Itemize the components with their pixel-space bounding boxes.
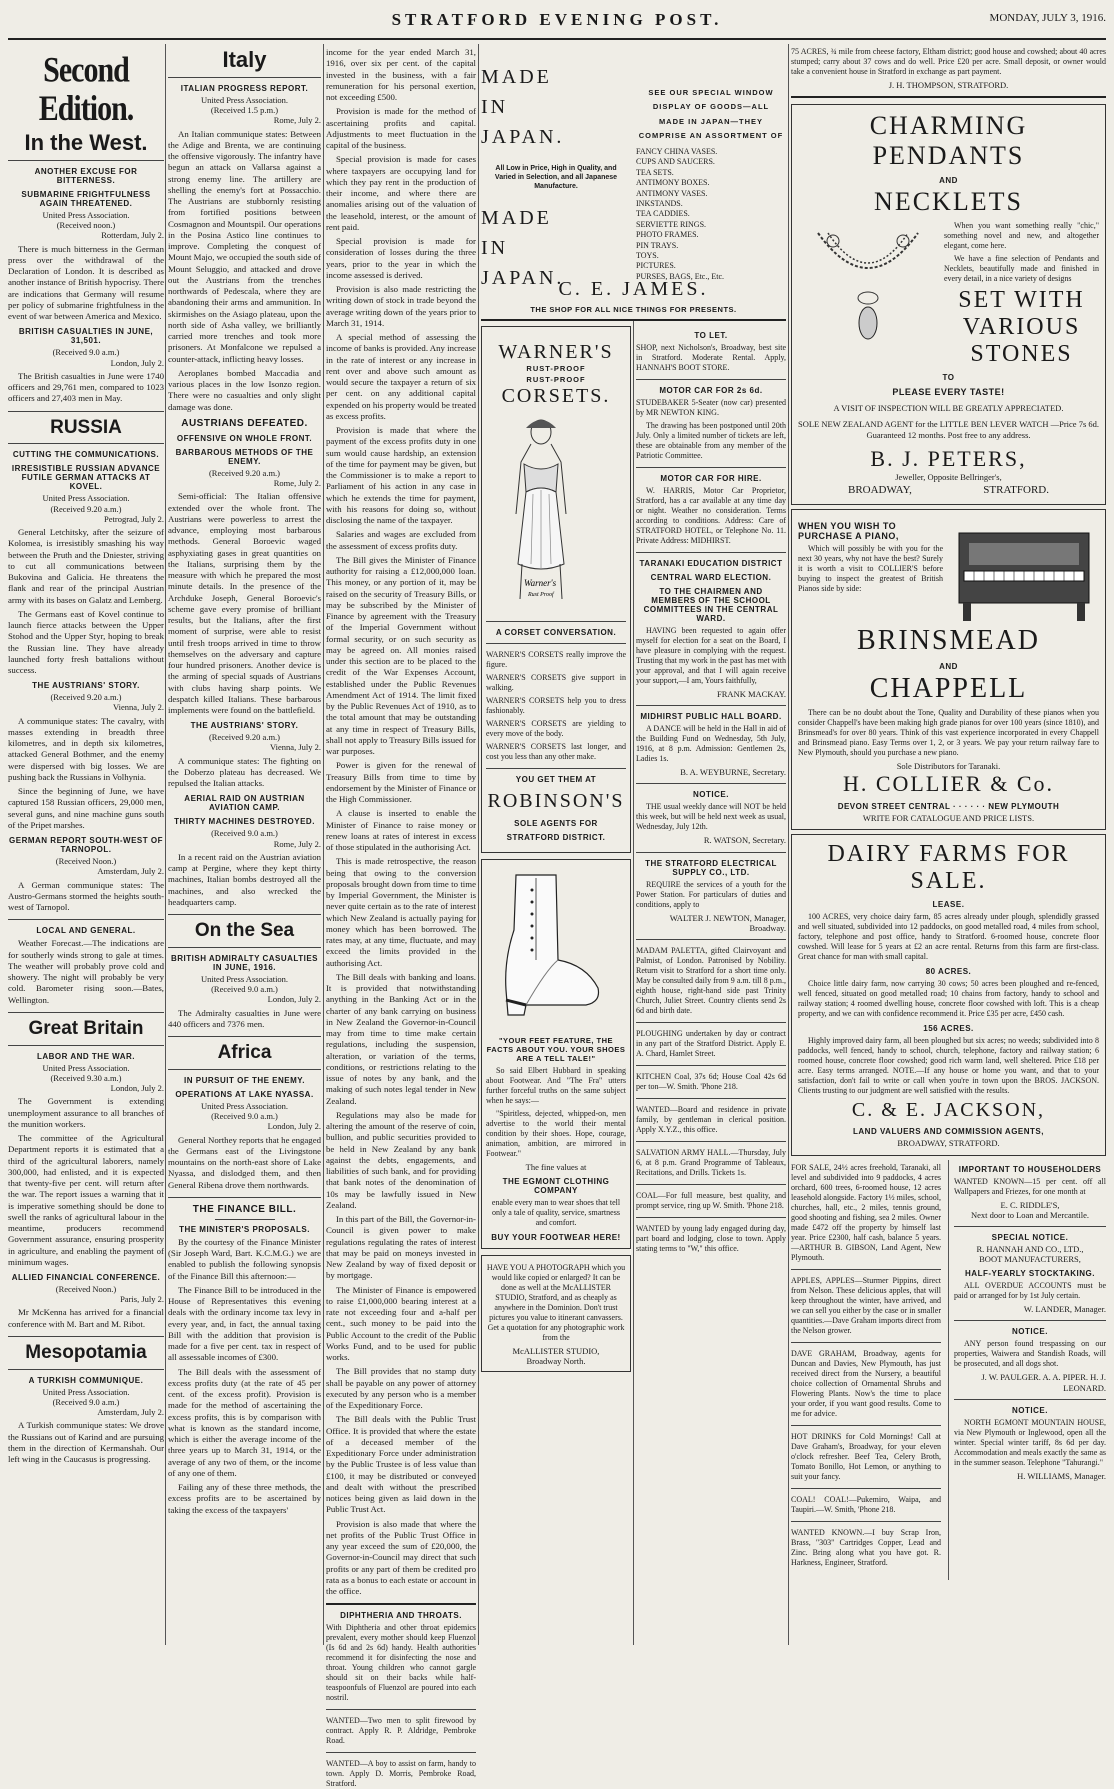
ad-text: When you want something really "chic," something novel and new, and altogether elegant, come here. (944, 221, 1099, 251)
column-divider (323, 44, 324, 1645)
article-paragraph: A communique states: The fighting on the Doberzo plateau has decreased. We repulsed the Italian attacks. (168, 755, 321, 789)
advertiser-name: H. COLLIER & Co. (842, 771, 1055, 797)
list-item: PHOTO FRAMES. (636, 230, 699, 240)
article-paragraph: This is made retrospective, the reason being that owing to the conversion proposals brought down from time to time by Imperial Government, the Minister is never quite certain as to the rate of interest which New Zealand is actually paying for money which has been borrowed. The rates may, at any time, fluctuate, and may exceed the limits provided in the authorising Act. (326, 856, 476, 968)
ad-heading: DIPHTHERIA AND THROATS. (340, 1611, 462, 1621)
article-paragraph: Provision is made for the method of ascertaining profits and capital. Adjustments to meet fluctuation in the capital of the business. (326, 106, 476, 150)
article-paragraph: Power is given for the renewal of Treasury Bills from time to time by endorsement by the Minister of Finance or the High Commissioner. (326, 760, 476, 804)
subheading: ITALIAN PROGRESS REPORT. (180, 84, 309, 94)
subheading: GERMAN REPORT SOUTH-WEST OF TARNOPOL. (9, 836, 163, 855)
classified-ad: WANTED KNOWN.—I buy Scrap Iron, Brass, "303" Cartridges Copper, Lead and Zinc. Bring along what you have got. R. Harkness, Engineer, Stratford. (791, 1527, 941, 1567)
classified-ad: WANTED—A boy to assist on farm, handy to town. Apply D. Morris, Pembroke Road, Stratford. (326, 1759, 476, 1789)
classified-ad: HAVING been requested to again offer myself for election for a seat on the Board, I have pleasure in complying with the request. Trusting that my work in the past has met with your approval, and that I will again receive your support,—I am, Yours faithfully, (636, 626, 786, 685)
classified-ad: THE usual weekly dance will NOT be held this week, but will be held next week as usual, Wednesday, July 12th. (636, 802, 786, 832)
classified-ad: HOT DRINKS for Cold Mornings! Call at Dave Graham's, Broadway, for your eleven o'clock refresher. Beef Tea, Celery Broth, Tomato Bonillo, Hot Lemon, or anything to suit your fancy. (791, 1431, 941, 1481)
dateline: Paris, July 2. (120, 1294, 164, 1305)
dateline: (Received 9.20 a.m.) (208, 467, 281, 478)
article-paragraph: Weather Forecast.—The indications are for southerly winds strong to gale at times. The weather will probably prove cold and showery. The night will probably be very cold. Barometer rising soon.—Bates, Wellington. (8, 938, 164, 1005)
dateline: United Press Association. (42, 1062, 130, 1073)
classified-ad: WANTED KNOWN—15 per cent. off all Wallpapers and Friezes, for one month at (954, 1176, 1106, 1196)
article-paragraph: The committee of the Agricultural Department reports it is estimated that a third of the agricultural laborers, namely 300,000, had enlisted, and it is expected that twenty-five per cent. will return after the war. The report issues a warning that it is imperative something should be done to swell the ranks of agricultural labour in the meantime, producers recommend Government assurance, ensuring prosperity in agriculture, and enabling the payment of minimum wages. (8, 1133, 164, 1267)
ad-text: With Diphtheria and other throat epidemics prevalent, every mother should keep Fluenzol (Is 6d and 2s 6d) handy. Health authorities recommend it for disinfecting the nose and throat. Young children who cannot gargle should sit on their backs while half-teaspoonfuls of Fluenzol are poured into each nostril. (326, 1623, 476, 1703)
dateline: (Received 9.0 a.m.) (211, 984, 278, 995)
edition-heading: Second Edition. (38, 50, 134, 128)
article-paragraph: income for the year ended March 31, 1916, over six per cent. of the capital invested in the business, with a fair remuneration for his personal exertion, not exceeding £500. (326, 47, 476, 102)
column-divider (788, 44, 789, 1645)
dateline: Rotterdam, July 2. (101, 230, 164, 241)
section-heading-russia: RUSSIA (50, 416, 122, 438)
column-1 (8, 44, 164, 1645)
subheading: BRITISH ADMIRALTY CASUALTIES IN JUNE, 1916. (170, 953, 319, 972)
peters-jeweller-ad: CHARMING PENDANTS AND NECKLETS When you want something really "chic," something novel and new, and altogether elegant, come here. We have a fine selection of Pendants and Necklets, beautifully made and finished in every detail, in a nice variety of designs SET WITH VARIOUS STONES TO PLEASE EVERY TASTE! A VISIT OF INSPECTION WILL BE GREATLY APPRECIATED. SOLE NEW ZEALAND AGENT for the LITTLE BEN LEVER WATCH —Price 7s 6d. Guaranteed 12 months. Post free to any address. B. J. PETERS, Jeweller, Opposite Bellringer's, BROADWAY, STRATFORD. (791, 104, 1106, 505)
article-paragraph: Failing any of these three methods, the excess profits are to be ascertained by taking the excess of the taxpayers' (168, 1482, 321, 1515)
subheading: LOCAL AND GENERAL. (36, 926, 136, 936)
ad-tagline: THE SHOP FOR ALL NICE THINGS FOR PRESENTS. (530, 305, 737, 314)
classified-ad: ANY person found trespassing on our properties, Waiwera and Standish Roads, will be prosecuted, and all dogs shot. (954, 1339, 1106, 1369)
list-item: PURSES, BAGS, Etc., Etc. (636, 271, 725, 281)
mcallister-studio-ad: HAVE YOU A PHOTOGRAPH which you would like copied or enlarged? It can be done as well at the McALLISTER STUDIO, Stratford, and as cheaply as anywhere in the Dominion. Don't trust pictures you value to itinerant canvassers. Get a quotation for any photographic work from the McALLISTER STUDIO, Broadway North. (481, 1255, 631, 1371)
subheading: CUTTING THE COMMUNICATIONS. (12, 450, 160, 460)
masthead (8, 8, 1106, 40)
subheading: A TURKISH COMMUNIQUE. (28, 1375, 144, 1385)
dateline: Petrograd, July 2. (104, 513, 164, 524)
classified-ad: MADAM PALETTA, gifted Clairvoyant and Palmist, of London. Patronised by Nobility. Return visit to Stratford for a short time only. May be consulted daily from 9 a.m. till 8 p.m., eighth house, right-hand side past Trinity Church, Juliet Street. Country clients send 2s 6d and birth date. (636, 945, 786, 1015)
classified-ad: ALL OVERDUE ACCOUNTS must be paid or arranged for by 1st July certain. (954, 1281, 1106, 1301)
corset-label-2: Rust Proof (528, 592, 554, 598)
list-item: TEA CADDIES. (636, 209, 690, 219)
dateline: (Received 9.30 a.m.) (50, 1072, 122, 1083)
ad-text: enable every man to wear shoes that tell only a tale of quality, service, smartness and comfort. (491, 1198, 621, 1228)
goods-list (636, 147, 786, 282)
advertiser-name: THE EGMONT CLOTHING COMPANY (502, 1177, 610, 1196)
list-item: SERVIETTE RINGS. (636, 219, 707, 229)
dateline: (Received 9.0 a.m.) (211, 1111, 278, 1122)
article-paragraph: The Bill deals with the Public Trust Office. It is provided that where the estate of a deceased member of the Expeditionary Force under administration by the Public Trustee is of less value than £100, it may be distributed or conveyed and dealt with without the prescribed notices being given as laid down in the Public Trust Act. (326, 1414, 476, 1515)
section-heading-great-britain: Great Britain (28, 1017, 144, 1039)
article-paragraph: A communique states: The cavalry, with masses extending in breadth three kilometres, and in depth six kilometres, attacked General Bothmer, and the enemy were dispersed with big losses. We are pushing back the Russians in Volhynia. (8, 715, 164, 782)
advertiser-name: C. E. JAMES. (558, 278, 709, 300)
article-paragraph: The Bill deals with banking and loans. It is provided that notwithstanding anything in the Banking Act or in the charter of any bank carrying on business in New Zealand the Governor-in-Council may from time to time make certain regulations, including the suspension, alteration, or variation of the terms, conditions, or restrictions relating to the issue of notes by any bank, and the making of such notes legal tender in New Zealand. (326, 971, 476, 1106)
dateline: Amsterdam, July 2. (97, 1407, 164, 1418)
article-paragraph: The Admiralty casualties in June were 440 officers and 7376 men. (168, 1007, 321, 1029)
dateline: (Received Noon.) (55, 856, 117, 867)
dateline: Vienna, July 2. (113, 702, 164, 713)
collier-piano-ad: WHEN YOU WISH TO PURCHASE A PIANO, Which will possibly be with you for the next 30 years, why not have the best? Surely it is worth a visit to COLLIER'S before buying to inspect the greatest of British Pianos side by side: BRINSMEAD AND CHAPPELL There can be no doubt about the Tone, Quality and Durability of these pianos when you consider Chappell's have been making high grade pianos for over 100 years (since 1810), and Brinsmead's for over 80 years. Think of this vast experience incorporated in every Chappell and Brinsmead piano. Easy Terms over 1, 2, or 3 years. We pay your return railway fare to New Plymouth, should you purchase a new piano. Sole Distributors for Taranaki. H. COLLIER & Co. DEVON STREET CENTRAL · · · · · · NEW PLYMOUTH WRITE FOR CATALOGUE AND PRICE LISTS. (791, 509, 1106, 830)
list-item: PICTURES. (636, 261, 676, 271)
dateline: United Press Association. (42, 1386, 130, 1397)
ad-text: "Spiritless, dejected, whipped-on, men advertise to the world their mental condition by their shoes. Hope, courage, animation, ambition, are mirrored in Footwear." (486, 1109, 626, 1158)
article-paragraph: In this part of the Bill, the Governor-in-Council is given power to make regulations regulating the rates of interest that may be paid on moneys invested in New Zealand by way of fixed deposit or by mortgage. (326, 1214, 476, 1281)
subheading: IN PURSUIT OF THE ENEMY. (184, 1075, 305, 1085)
subheading: ALLIED FINANCIAL CONFERENCE. (11, 1273, 161, 1283)
classified-ad: SHOP, next Nicholson's, Broadway, best site in Stratford. Moderate Rental. Apply, HANNAH'S BOOT STORE. (636, 343, 786, 372)
made-in-japan-ad (481, 44, 786, 321)
ad-made-text: MADE IN JAPAN. (481, 66, 565, 148)
list-item: INKSTANDS. (636, 198, 683, 208)
article-paragraph: General Letchitsky, after the seizure of Kolomea, is irresistibly smashing his way between the Pruth and the Dniester, striving to cut all communications between Bukovina and Galicia. He threatens the flank and rear of the principal Austrian army with its bases on Galatz and Lemberg. (8, 527, 164, 605)
article-paragraph: By the courtesy of the Finance Minister (Sir Joseph Ward, Bart. K.C.M.G.) we are enabled to publish the following synopsis of the Finance Bill this afternoon:— (168, 1236, 321, 1281)
classified-ad: WANTED—Board and residence in private family, by gentleman in clerical position. Apply X.Y.Z., this office. (636, 1104, 786, 1134)
column-divider (165, 44, 166, 1645)
ad-text: WARNER'S CORSETS last longer, and cost you less than any other make. (486, 742, 626, 761)
ad-heading: "YOUR FEET FEATURE, THE FACTS ABOUT YOU. YOUR SHOES ARE A TELL TALE!" (486, 1036, 626, 1063)
ad-text: There can be no doubt about the Tone, Quality and Durability of these pianos when you consider Chappell's have been making high grade pianos for over 100 years (since 1810), and Brinsmead's for over 80 years. Think of this vast experience incorporated in every Chappell and Brinsmead piano. Easy Terms over 1, 2, or 3 years. We pay your return railway fare to New Plymouth, should you purchase a new piano. (798, 707, 1099, 757)
classified-ad: FOR SALE, 24½ acres freehold, Taranaki, all level and subdivided into 9 paddocks, 4 acres orchard, 600 trees, 6-roomed house, 12 acres leasehold alongside. Factory 1½ miles, school, churches, hall, etc., 2 miles, tennis ground, good shooting and fishing, sea 2 miles. Owner made £472 off the property by himself last year. Price £2300, half cash, balance 5 years.—ARTHUR B. GIBSON, Land Agent, New Plymouth. (791, 1162, 941, 1262)
advertiser-name: C. & E. JACKSON, (851, 1099, 1046, 1122)
subheading: AUSTRIANS DEFEATED. (181, 417, 308, 429)
classified-ad: APPLES, APPLES—Sturmer Pippins, direct from Nelson. These delicious apples, that will keep throughout the winter, have arrived, and we can sell you either by the case or in smaller quantities.—Dave Graham imports direct from the Nelson grower. (791, 1275, 941, 1335)
dateline: Amsterdam, July 2. (97, 866, 164, 877)
subheading: THE AUSTRIANS' STORY. (190, 721, 299, 731)
dateline: (Received 9.0 a.m.) (52, 1397, 120, 1408)
section-heading-mesopotamia: Mesopotamia (25, 1341, 147, 1363)
dateline: (Received 9.20 a.m.) (50, 503, 122, 514)
article-paragraph: A Turkish communique states: We drove the Russians out of Karind and are pursuing them in the direction of Kermanshah. Our left wing in the Caucasus is progressing. (8, 1420, 164, 1465)
dateline: Rome, July 2. (273, 838, 321, 849)
article-paragraph: Special provision is made for cases where taxpayers are occupying land for which they pay rent in the production of their income, and where there are anomalies arising out of the valuation of the leasehold, interest, or the amount of rent paid. (326, 154, 476, 232)
classified-ad: REQUIRE the services of a youth for the Power Station. For particulars of duties and conditions, apply to (636, 879, 786, 909)
jackson-dairy-ad: DAIRY FARMS FOR SALE. LEASE. 100 ACRES, very choice dairy farm, 85 acres already under plough, splendidly grassed and well situated, subdivided into 12 paddocks, on good metalled road, 4 miles from school, factory, telephone and post office, handy to Stratford. 6-roomed house, concrete floor cowshed. Will lease for 5 years at £2 an acre rental. Returns from this farm are first-class. Great chance for man with small capital. 80 ACRES. Choice little dairy farm, now carrying 30 cows; 50 acres been ploughed and re-fenced, well fenced, situated on good metalled road; 10 chains from factory, handy to school and railway station; 4 roomed dwelling house, concrete floor cowshed with loft. This is a cheap property, and we can with confidence recommend it. Price £35 per acre, £450 cash. 156 ACRES. Highly improved dairy farm, all been ploughed but six acres; no weeds; subdivided into 8 paddocks, well fenced, handy to school, church, telephone, factory and railway station; 6 roomed house, concrete floor cowshed; good rich warm land, well sheltered. Price £18 per acre. Easy terms arranged. NOTE.—If any house or home you want, and that to your satisfaction, don't fail to write or call when you're in town upon the BROS. JACKSON. Clients trusting to our judgment are well satisfied with the results. C. & E. JACKSON, LAND VALUERS AND COMMISSION AGENTS, BROADWAY, STRATFORD. (791, 834, 1106, 1155)
classified-ad: A DANCE will be held in the Hall in aid of the Building Fund on Wednesday, 5th July, 1916, at 8 p.m. Admission: Gentlemen 2s, Ladies 1s. (636, 724, 786, 764)
article-paragraph: Aeroplanes bombed Maccadia and various places in the low Isonzo region. There were no casualties and only slight damage was done. (168, 367, 321, 412)
article-paragraph: Special provision is made for consideration of losses during the three years, prior to the year in which the income assessed is derived. (326, 236, 476, 280)
newspaper-title: STRATFORD EVENING POST. (391, 10, 723, 29)
list-item: TEA SETS. (636, 167, 674, 177)
subheading: BRITISH CASUALTIES IN JUNE, 31,501. (18, 327, 154, 346)
dateline: (Received 9.20 a.m.) (50, 692, 122, 703)
classified-ad: NORTH EGMONT MOUNTAIN HOUSE, via New Plymouth or Inglewood, open all the winter. Special winter tariff, 8s 6d per day. Accommodation and meals exactly the same as in the summer season. Telephone "Tahurangi." (954, 1417, 1106, 1467)
boot-illustration (486, 870, 606, 1020)
subheading: THIRTY MACHINES DESTROYED. (174, 817, 315, 827)
ad-text: We have a fine selection of Pendants and Necklets, beautifully made and finished in every detail, in a nice variety of designs (944, 254, 1099, 284)
article-paragraph: A clause is inserted to enable the Minister of Finance to raise money or renew loans at rates of interest in excess of those stipulated in the authorising Act. (326, 808, 476, 852)
dateline: (Received 1.5 p.m.) (210, 105, 279, 116)
ad-small-note: All Low in Price, High in Quality, and Varied in Selection, and all Japanese Manufacture. (494, 165, 618, 191)
dateline: (Received 9.20 a.m.) (208, 732, 281, 743)
ad-headline: CHARMING PENDANTS (869, 111, 1028, 171)
ad-made-text: MADE IN JAPAN. (481, 207, 565, 290)
article-paragraph: There is much bitterness in the German press over the withdrawal of the Declaration of London. It is described as another instance of British hypocrisy. There are indications that Germany will resume per policy of submarine frightfulness in the event of war between America and Mexico. (8, 243, 164, 322)
ad-text: HAVE YOU A PHOTOGRAPH which you would like copied or enlarged? It can be done as well at the McALLISTER STUDIO, Stratford, and as cheaply as anywhere in the Dominion. Don't trust pictures you value to itinerant canvassers. Get a quotation for any photographic work from the (486, 1263, 626, 1343)
subheading: IRRESISTIBLE RUSSIAN ADVANCE FUTILE GERMAN ATTACKS AT KOVEL. (11, 464, 161, 492)
classified-ad: STUDEBAKER 5-Seater (now car) presented by MR NEWTON KING. (636, 398, 786, 417)
classified-ad: COAL! COAL!—Pukemiro, Waipa, and Taupiri.—W. Smith, 'Phone 218. (791, 1494, 941, 1514)
list-item: PIN TRAYS. (636, 240, 679, 250)
ad-heading: A CORSET CONVERSATION. (495, 628, 617, 637)
piano-illustration (949, 523, 1099, 623)
classified-ad: 75 ACRES, ¾ mile from cheese factory, Eltham district; good house and cowshed; about 40 acres stumped; carry about 37 cows and do well. Price £20 per acre. Small deposit, or owner would take a convenient house in Stratford in exchange as part payment. (791, 47, 1106, 76)
article-paragraph: The British casualties in June were 1740 officers and 29,761 men, compared to 1023 officers and 27,403 men in May. (8, 370, 164, 404)
list-item: ANTIMONY BOXES. (636, 178, 710, 188)
robinsons-name: ROBINSON'S (487, 790, 625, 812)
ad-text: Choice little dairy farm, now carrying 30 cows; 50 acres been ploughed and re-fenced, well fenced, situated on good metalled road; 10 chains from factory, handy to school and railway station; 4 roomed dwelling house, concrete floor cowshed with loft. This is a cheap property, and we can with confidence recommend it. Price £35 per acre, £450 cash. (798, 979, 1099, 1019)
subheading: OPERATIONS AT LAKE NYASSA. (175, 1089, 314, 1099)
column-6: 75 ACRES, ¾ mile from cheese factory, Eltham district; good house and cowshed; about 40 acres stumped; carry about 37 cows and do well. Price £20 per acre. Small deposit, or owner would take a convenient house in Stratford in exchange as part payment. J. H. THOMPSON, STRATFORD. CHARMING PENDANTS AND NECKLETS When you want something really "chic," something novel and new, and altogether elegant, come here. We have a fine selection of Pendants and Necklets, beautifully made and finished in every detail, in a nice variety of designs SET WITH VARIOUS STONES TO PLEASE EVERY TASTE! A VISIT OF INSPECTION WILL BE GREATLY APPRECIATED. SOLE NEW ZEALAND AGENT for the LITTLE BEN LEVER WATCH —Price 7s 6d. Guaranteed 12 months. Post free to any address. B. J. PETERS, Jeweller, Opposite Bellringer's, BROADWAY, STRATFORD. WHEN YOU WISH TO PURCHASE A PIANO, Which will possibly be with you for the next 30 years, why not have the best? Surely it is worth a visit to COLLIER'S before buying to inspect the greatest of British Pianos side by side: BRINSMEAD AND CHAPPELL There can be no doubt about the Tone, Quality and Durability of these pianos when you consider Chappell's have been making high grade pianos for over 100 years (since 1810), and Brinsmead's for over 80 years. Think of this vast experience incorporated in every Chappell and Brinsmead piano. Easy Terms over 1, 2, or 3 years. We pay your return railway fare to New Plymouth, should you purchase a new piano. Sole Distributors for Taranaki. H. COLLIER & Co. DEVON STREET CENTRAL · · · · · · NEW PLYMOUTH WRITE FOR CATALOGUE AND PRICE LISTS. DAIRY FARMS FOR SALE. LEASE. 100 ACRES, very choice dairy farm, 85 acres already under plough, splendidly grassed and well situated, subdivided into 12 paddocks, on good metalled road, 4 miles from school, factory, telephone and post office, handy to Stratford. 6-roomed house, concrete floor cowshed. Will lease for 5 years at £2 an acre rental. Returns from this farm are first-class. Great chance for man with small capital. 80 ACRES. Choice little dairy farm, now carrying 30 cows; 50 acres been ploughed and re-fenced, well fenced, situated on good metalled road; 10 chains from factory, handy to school and railway station; 4 roomed dwelling house, concrete floor cowshed with loft. This is a cheap property, and we can with confidence recommend it. Price £35 per acre, £450 cash. 156 ACRES. Highly improved dairy farm, all been ploughed but six acres; no weeds; subdivided into 8 paddocks, well fenced, handy to school, church, telephone, factory and railway station; 6 roomed house, concrete floor cowshed; good rich warm land, well sheltered. Price £18 per acre. Easy terms arranged. NOTE.—If any house or home you want, and that to your satisfaction, don't fail to write or call when you're in town upon the BROS. JACKSON. Clients trusting to our judgment are well satisfied with the results. C. & E. JACKSON, LAND VALUERS AND COMMISSION AGENTS, BROADWAY, STRATFORD. FOR SALE, 24½ acres freehold, Taranaki, all level and subdivided into 9 paddocks, 4 acres orchard, 600 trees, 6-roomed house, 12 acres leasehold alongside. Factory 1½ miles, school, churches, hall, etc., 2 miles, tennis ground, good shooting and fishing, sea 2 miles. Owner made £472 off the property by himself last year. Price £2300, half cash, balance 5 years.—ARTHUR B. GIBSON, Land Agent, New Plymouth. APPLES, APPLES—Sturmer Pippins, direct from Nelson. These delicious apples, that will keep throughout the winter, have arrived, and we can sell you either by the case or in smaller quantities.—Dave Graham imports direct from the Nelson grower. DAVE GRAHAM, Broadway, agents for Duncan and Davies, New Plymouth, has just received direct from the Nursery, a beautiful choice collection of Ornamental Shrubs and Flowering Plants. Now's the time to place your order, if you want good results. Come to me for advice. HOT DRINKS for Cold Mornings! Call at Dave Graham's, Broadway, for your eleven o'clock refresher. Beef Tea, Celery Broth, Tomato Bonillo, Hot Lemon, or anything to suit your fancy. COAL! COAL!—Pukemiro, Waipa, and Taupiri.—W. Smith, 'Phone 218. WANTED KNOWN.—I buy Scrap Iron, Brass, "303" Cartridges Copper, Lead and Zinc. Bring along what you have got. R. Harkness, Engineer, Stratford. IMPORTANT TO HOUSEHOLDERS WANTED KNOWN—15 per cent. off all Wallpapers and Friezes, for one month at E. C. RIDDLE'S, Next door to Loan and Mercantile. SPECIAL NOTICE. R. HANNAH AND CO., LTD., BOOT MANUFACTURERS, HALF-YEARLY STOCKTAKING. ALL OVERDUE ACCOUNTS must be paid or arranged for by 1st July certain. W. LANDER, Manager. NOTICE. ANY person found trespassing on our properties, Waiwera and Standish Roads, will be prosecuted, and all dogs shot. J. W. PAULGER. A. A. PIPER. H. J. LEONARD. NOTICE. NORTH EGMONT MOUNTAIN HOUSE, via New Plymouth or Inglewood, open all the winter. Special winter tariff, 8s 6d per day. Accommodation and meals exactly the same as in the summer season. Telephone "Tahurangi." H. WILLIAMS, Manager. (791, 44, 1106, 1645)
subheading: BARBAROUS METHODS OF THE ENEMY. (175, 447, 314, 466)
ad-text: Highly improved dairy farm, all been ploughed but six acres; no weeds; subdivided into 8 paddocks, well fenced, handy to school, church, telephone, factory and railway station; 6 roomed house, concrete floor cowshed; good rich warm land, well sheltered. Price £18 per acre. Easy terms arranged. NOTE.—If any house or home you want, and that to your satisfaction, don't fail to write or call when you're in town upon the BROS. JACKSON. Clients trusting to our judgment are well satisfied with the results. (798, 1036, 1099, 1096)
column-divider (478, 44, 479, 1645)
list-item: ANTIMONY VASES. (636, 188, 708, 198)
classified-ad: W. HARRIS, Motor Car Proprietor, Stratford, has a car available at any time day or night. Weather no consideration. Terms according to conditions. Address: Care of STRATFORD HOTEL, or Telephone No. 11. Private Address: MIDHIRST. (636, 486, 786, 545)
subheading: LABOR AND THE WAR. (36, 1051, 136, 1061)
ad-text: 100 ACRES, very choice dairy farm, 85 acres already under plough, splendidly grassed and well situated, subdivided into 12 paddocks, on good metalled road, 4 miles from school, factory, telephone and post office, handy to Stratford. 6-roomed house, concrete floor cowshed. Will lease for 5 years at £2 an acre rental. Returns from this farm are first-class. Great chance for man with small capital. (798, 912, 1099, 962)
article-paragraph: The Bill gives the Minister of Finance authority for raising a £12,000,000 loan. This money, or any portion of it, may be raised on the security of Treasury Bills, or may be subscribed by the Minister of Finance by agreement with the Treasury of the Imperial Government without formal security, or on such security as may be agreed on. All monies raised under this section are to be placed to the credit of the War Expenses Account, established under the Public Revenues Amendment Act of 1914. The limit fixed by the Public Revenues Act of 1910, as to the total amount that may be outstanding at any time in respect of Treasury Bills, shall not apply to Treasury Bills issued for war purposes. (326, 554, 476, 756)
dateline: Vienna, July 2. (270, 742, 321, 753)
article-paragraph: General Northey reports that he engaged the Germans east of the Livingstone mountains on the north-east shore of Lake Nyassa, and dislodged them, and then General Ribena drove them northwards. (168, 1134, 321, 1190)
dateline: Rome, July 2. (273, 115, 321, 126)
dateline: United Press Association. (200, 95, 289, 106)
classified-ad: KITCHEN Coal, 37s 6d; House Coal 42s 6d per ton—W. Smith. 'Phone 218. (636, 1071, 786, 1091)
classified-ad: COAL—For full measure, best quality, and prompt service, ring up W. Smith. 'Phone 218. (636, 1190, 786, 1210)
article-paragraph: Provision is also made restricting the writing down of stock in trade beyond the average writing down of the years prior to March 31, 1914. (326, 284, 476, 328)
article-paragraph: Mr McKenna has arrived for a financial conference with M. Bart and M. Ribot. (8, 1307, 164, 1329)
dateline: London, July 2. (110, 1083, 164, 1094)
article-paragraph: A German communique states: The Austro-Germans stormed the heights south-west of Tarnopol. (8, 879, 164, 913)
dateline: United Press Association. (200, 973, 289, 984)
article-paragraph: Regulations may also be made for altering the amount of the reserve of coin, bullion, and public securities provided to be held in New Zealand by any bank against the debts, engagements, and liabilities of such bank, and for providing that bank notes of the denomination of 10s may be lawfully issued in New Zealand. (326, 1109, 476, 1210)
list-item: FANCY CHINA VASES. (636, 147, 718, 156)
article-paragraph: In a recent raid on the Austrian aviation camp at Pergine, where they kept thirty machines, Italian bombs destroyed all the machines, and also wrecked the headquarters camp. (168, 851, 321, 907)
necklace-illustration (798, 223, 938, 353)
ad-product: CORSETS. (501, 385, 611, 407)
dateline: (Received noon.) (56, 220, 116, 231)
article-paragraph: The Minister of Finance is empowered to raise £1,000,000 bearing interest at a rate not exceeding four and a-half per cent., such money to be paid into the Public Account to the credit of the Public Works Fund, and to be used for public works. (326, 1284, 476, 1362)
article-paragraph: The Government is extending unemployment assurance to all branches of the munition workers. (8, 1096, 164, 1129)
dateline: (Received 9.0 a.m.) (211, 828, 278, 839)
section-heading-africa: Africa (217, 1042, 272, 1064)
ad-text: WARNER'S CORSETS give support in walking. (486, 673, 626, 692)
warners-corset-ad: WARNER'S RUST-PROOF RUST-PROOF CORSETS. Warner's Rust Proof A CORSET CONVERSATION. WARNER'S CORSETS really improve the figure. WARNER'S CORSETS give support in walking. WARNER'S CORSETS help you to dress fashionably. WARNER'S CORSETS are yielding to every move of the body. WARNER'S CORSETS last longer, and cost you less than any other make. YOU GET THEM AT ROBINSON'S SOLE AGENTS FOR STRATFORD DISTRICT. (481, 326, 631, 853)
classified-ad: PLOUGHING undertaken by day or contract in any part of the Stratford District. Apply E. A. Chard, Hamlet Street. (636, 1028, 786, 1058)
article-paragraph: A special method of assessing the income of banks is provided. Any increase in the rate of interest or any increase in rent over and above such amount as would secure the taxpayer a return of six per cent. on any additional capital expended on his property would be treated as excess profits. (326, 332, 476, 421)
column-3 (326, 44, 476, 1789)
article-paragraph: Salaries and wages are excluded from the assessment of excess profits duty. (326, 529, 476, 551)
ad-window-text: SEE OUR SPECIAL WINDOW DISPLAY OF GOODS—ALL MADE IN JAPAN—THEY COMPRISE AN ASSORTMENT OF (638, 88, 784, 140)
dateline: United Press Association. (200, 1100, 289, 1111)
subheading: AERIAL RAID ON AUSTRIAN AVIATION CAMP. (184, 794, 305, 813)
dateline: United Press Association. (42, 210, 130, 221)
ad-text: Which will possibly be with you for the next 30 years, why not have the best? Surely it is worth a visit to COLLIER'S before buying to inspect the greatest of British Pianos side by side: (798, 543, 943, 593)
article-paragraph: An Italian communique states: Between the Adige and Brenta, we are continuing the offensive vigorously. The infantry have begun an attack on Vallarsa against a strong enemy line. The artillery are shelling the enemy's fort at Possacchio. The Austrians are stubbornly resisting from fortified positions between Cosmagnon and Mountspil. Our operations in the Posina Astico line continues to improve. Completing the conquest of Mount Majo, we occupied the south side of Mount Seluggio, and attacked and drove out the Austrians from the trenches northwards of Pedescala, where they are abandoning their arms and ammunition. In skirmishes on the Asiago plateau, upon the north side of Asha valley, we brilliantly carried more trenches and took more prisoners. At Monfalcone we repulsed a counter-attack, inflicting heavy losses. (168, 128, 321, 364)
ad-slogan: BUY YOUR FOOTWEAR HERE! (491, 1233, 621, 1243)
subheading: SUBMARINE FRIGHTFULNESS AGAIN THREATENED. (21, 190, 151, 209)
subheading: THE MINISTER'S PROPOSALS. (179, 1224, 310, 1234)
dateline: (Received Noon.) (55, 1284, 117, 1295)
article-paragraph: The Bill provides that no stamp duty shall be payable on any power of attorney executed by any person who is a member of the Expeditionary Force. (326, 1366, 476, 1410)
ad-text: WARNER'S CORSETS really improve the figure. (486, 650, 626, 669)
section-heading-on-the-sea: On the Sea (194, 920, 295, 942)
article-paragraph: The Germans east of Kovel continue to launch fierce attacks between the Upper Stohod and the Upper Styr, hoping to break the Russian line. They have already launched forty fresh battalions without success. (8, 608, 164, 676)
section-heading-italy: Italy (222, 47, 267, 72)
article-paragraph: The Finance Bill to be introduced in the House of Representatives this evening deals with the ordinary income tax levy in every year, and, in fact, the annual taxing Bill with the addition that provision is made for a five per cent. tax in respect of all assessable incomes of £300. (168, 1284, 321, 1363)
classified-ad: DAVE GRAHAM, Broadway, agents for Duncan and Davies, New Plymouth, has just received direct from the Nursery, a beautiful choice collection of Ornamental Shrubs and Flowering Plants. Now's the time to place your order, if you want good results. Come to me for advice. (791, 1348, 941, 1418)
dateline: United Press Association. (42, 493, 130, 504)
dateline: (Received 9.0 a.m.) (52, 347, 120, 358)
list-item: CUPS AND SAUCERS. (636, 157, 715, 167)
corset-label: Warner's (524, 578, 557, 588)
article-paragraph: Since the beginning of June, we have captured 158 Russian officers, 29,000 men, several guns, and nine machine guns south of the Pripet marshes. (8, 786, 164, 830)
list-item: TOYS. (636, 250, 659, 260)
subheading: THE AUSTRIANS' STORY. (32, 681, 140, 691)
column-5: TO LET. SHOP, next Nicholson's, Broadway, best site in Stratford. Moderate Rental. Apply, HANNAH'S BOOT STORE. MOTOR CAR FOR 2s 6d. STUDEBAKER 5-Seater (now car) presented by MR NEWTON KING. The drawing has been postponed until 20th July. Only a limited number of tickets are left, these are obtainable from any member of the Patriotic Committee. MOTOR CAR FOR HIRE. W. HARRIS, Motor Car Proprietor, Stratford, has a car available at any time day or night. Weather no consideration. Terms according to conditions. Address: Care of STRATFORD HOTEL, or Telephone No. 11. Private Address: MIDHIRST. TARANAKI EDUCATION DISTRICT CENTRAL WARD ELECTION. TO THE CHAIRMEN AND MEMBERS OF THE SCHOOL COMMITTEES IN THE CENTRAL WARD. HAVING been requested to again offer myself for election for a seat on the Board, I have pleasure in complying with the request. Trusting that my work in the past has met with your approval, and that I will again receive your support,—I am, Yours faithfully, FRANK MACKAY. MIDHIRST PUBLIC HALL BOARD. A DANCE will be held in the Hall in aid of the Building Fund on Wednesday, 5th July, 1916, at 8 p.m. Admission: Gentlemen 2s, Ladies 1s. B. A. WEYBURNE, Secretary. NOTICE. THE usual weekly dance will NOT be held this week, but will be held next week as usual, Wednesday, July 12th. R. WATSON, Secretary. THE STRATFORD ELECTRICAL SUPPLY CO., LTD. REQUIRE the services of a youth for the Power Station. For particulars of duties and conditions, apply to WALTER J. NEWTON, Manager, Broadway. MADAM PALETTA, gifted Clairvoyant and Palmist, of London. Patronised by Nobility. Return visit to Stratford for a short time only. May be consulted daily from 9 a.m. till 8 p.m., eighth house, right-hand side past Trinity Church, Juliet Street. Country clients send 2s 6d and birth date. PLOUGHING undertaken by day or contract in any part of the Stratford District. Apply E. A. Chard, Hamlet Street. KITCHEN Coal, 37s 6d; House Coal 42s 6d per ton—W. Smith. 'Phone 218. WANTED—Board and residence in private family, by gentleman in clerical position. Apply X.Y.Z., this office. SALVATION ARMY HALL.—Thursday, July 6, at 8 p.m. Grand Programme of Tableaux, Recitations, and Drills. Tickets 1s. COAL—For full measure, best quality, and prompt service, ring up W. Smith. 'Phone 218. WANTED by young lady engaged during day, part board and lodging, close to town. Apply stating terms to "W," this office. (636, 331, 786, 1253)
ad-brand: WARNER'S (498, 341, 614, 363)
article-paragraph: Provision is also made that where the net profits of the Public Trust Office in any year exceed the sum of £20,000, the Governor-in-Council may direct that such profits or any part of them be credited pro rata as a bonus to each estate or account in the office. (326, 1518, 476, 1596)
subheading: THE FINANCE BILL. (192, 1203, 297, 1215)
corset-illustration (486, 414, 596, 604)
ad-text: So said Elbert Hubbard in speaking about Footwear. And "The Fra" utters further forceful truths on the same subject when he says:— (486, 1066, 626, 1105)
egmont-footwear-ad: "YOUR FEET FEATURE, THE FACTS ABOUT YOU. YOUR SHOES ARE A TELL TALE!" So said Elbert Hubbard in speaking about Footwear. And "The Fra" utters further forceful truths on the same subject when he says:— "Spiritless, dejected, whipped-on, men advertise to the world their mental condition by their shoes. Hope, courage, animation, ambition, are mirrored in Footwear." The fine values at THE EGMONT CLOTHING COMPANY enable every man to wear shoes that tell only a tale of quality, service, smartness and comfort. BUY YOUR FOOTWEAR HERE! (481, 859, 631, 1249)
column-2 (168, 44, 321, 1645)
classified-ad: The drawing has been postponed until 20th July. Only a limited number of tickets are left, these are obtainable from any member of the Patriotic Committee. (636, 421, 786, 460)
article-paragraph: Provision is made that where the payment of the excess profits duty in one sum would cause hardship, an extension of the time for payment may be given, but the Commissioner is to make a report to Parliament of his action in any case in which he extends the time for payment, with his reasons for doing so, without disclosing the name of the taxpayer. (326, 425, 476, 525)
section-heading-west: In the West. (24, 130, 148, 155)
ad-heading: TO LET. (694, 331, 728, 340)
article-paragraph: The Bill deals with the assessment of excess profits duty (at the rate of 45 per cent. of the excess profit). Provision is made for the method of ascertaining the excess profits, this is by comparison with what is known as the standard income, which is either the average income of the three years up to March 31, 1914, or the average of any two of them, or the income of any one of them. (168, 1366, 321, 1478)
dateline: London, July 2. (110, 357, 164, 368)
issue-date: MONDAY, JULY 3, 1916. (989, 12, 1106, 24)
ad-heading: MOTOR CAR FOR HIRE. (660, 474, 762, 483)
classified-ad: WANTED—Two men to split firewood by contract. Apply R. P. Aldridge, Pembroke Road. (326, 1716, 476, 1746)
advertiser-name: B. J. PETERS, (870, 445, 1027, 471)
subheading: OFFENSIVE ON WHOLE FRONT. (176, 433, 313, 443)
column-4 (481, 326, 631, 1645)
ad-heading: MOTOR CAR FOR 2s 6d. (659, 386, 763, 395)
classified-ad: SALVATION ARMY HALL.—Thursday, July 6, at 8 p.m. Grand Programme of Tableaux, Recitations, and Drills. Tickets 1s. (636, 1147, 786, 1177)
classified-ad: WANTED by young lady engaged during day, part board and lodging, close to town. Apply stating terms to "W," this office. (636, 1223, 786, 1253)
dateline: London, July 2. (267, 994, 321, 1005)
ad-text: WARNER'S CORSETS are yielding to every move of the body. (486, 719, 626, 738)
subheading: ANOTHER EXCUSE FOR BITTERNESS. (34, 167, 138, 186)
ad-text: WARNER'S CORSETS help you to dress fashionably. (486, 696, 626, 715)
dateline: London, July 2. (267, 1121, 321, 1132)
article-paragraph: Semi-official: The Italian offensive extended over the whole front. The Austrians were powerless to arrest the advance, employing most barbarous methods. General Boroevic waged asphyxiating gases in great quantities on the Italians, surprising them by the measure with which he prepared the most minute details. In the presence of the Archduke Joseph, General Boroevic's scheme gave every promise of brilliant results, but the Italians, after the first moment of surprise, were able to resist until fresh troops arrived in time to throw themselves on the adversary and capture four hundred prisoners. Another device is the arming of special squads of Austrians with clubs having sharp points. We despatch killed Italians. These barbarous implements were found on the battlefield. (168, 491, 321, 716)
dateline: Rome, July 2. (273, 478, 321, 489)
